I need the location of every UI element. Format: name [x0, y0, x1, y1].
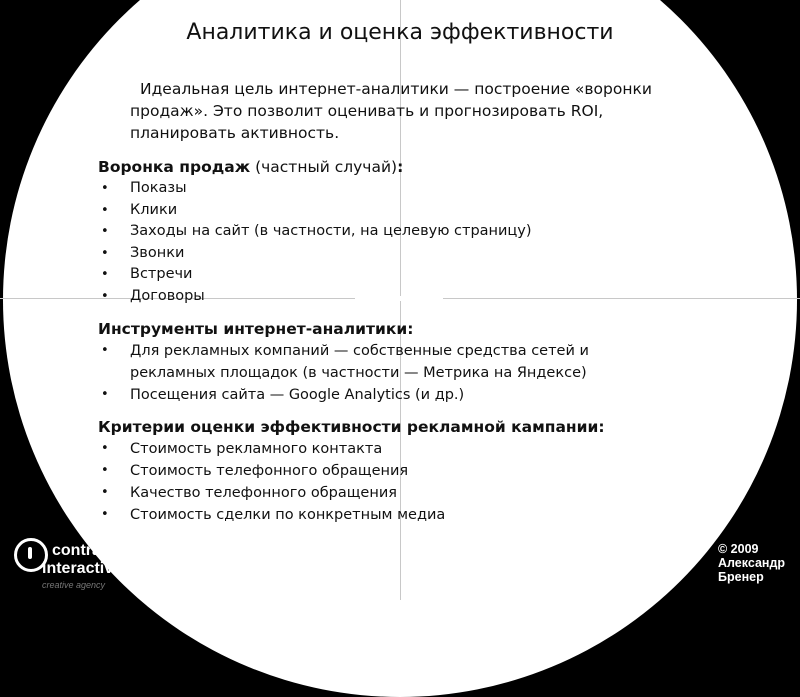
criteria-section	[98, 416, 658, 526]
funnel-list	[98, 178, 658, 307]
list-item	[98, 286, 658, 308]
bullet-icon: •	[101, 507, 109, 522]
funnel-heading	[98, 156, 658, 178]
funnel-heading-colon: :	[397, 158, 404, 176]
tools-section	[98, 318, 658, 406]
list-item-text: Посещения сайта — Google Analytics (и др.)	[130, 387, 465, 403]
list-item-text: Клики	[130, 201, 178, 218]
copyright-line-3: Бренер	[718, 570, 764, 584]
copyright-line-1: © 2009	[718, 542, 759, 556]
copyright-block	[718, 542, 785, 584]
bullet-icon: •	[101, 463, 109, 478]
list-item-text: Для рекламных компаний — собственные средства сетей и рекламных площадок (в частности — Метрика на Яндексе)	[130, 343, 589, 381]
list-item-text: Качество телефонного обращения	[130, 485, 397, 501]
list-item	[98, 482, 658, 504]
page-title: Аналитика и оценка эффективности	[186, 20, 614, 45]
list-item-text: Стоимость рекламного контакта	[130, 441, 383, 457]
funnel-heading-title: Воронка продаж	[98, 158, 251, 176]
bullet-icon: •	[101, 441, 109, 456]
bullet-icon: •	[101, 224, 109, 239]
bullet-icon: •	[101, 288, 109, 304]
list-item	[98, 264, 658, 286]
list-item-text: Стоимость сделки по конкретным медиа	[130, 507, 446, 523]
bullet-icon: •	[101, 245, 109, 261]
criteria-heading: Критерии оценки эффективности рекламной кампании:	[98, 418, 605, 436]
intro-paragraph	[130, 78, 690, 144]
list-item	[98, 200, 658, 222]
bullet-icon: •	[101, 343, 109, 358]
copyright-line-2: Александр	[718, 556, 786, 570]
list-item-text: Встречи	[130, 266, 193, 282]
tools-list	[98, 340, 658, 406]
bullet-icon: •	[101, 202, 109, 218]
bullet-icon: •	[101, 181, 109, 196]
logo-line-1: contrast	[52, 542, 116, 559]
list-item	[98, 504, 658, 526]
list-item	[98, 384, 658, 406]
list-item	[98, 460, 658, 482]
bullet-icon: •	[101, 387, 109, 402]
bullet-icon: •	[101, 485, 109, 500]
list-item	[98, 178, 658, 200]
list-item-text: Звонки	[130, 244, 185, 261]
list-item	[98, 438, 658, 460]
list-item-text: Стоимость телефонного обращения	[130, 463, 409, 479]
funnel-heading-note: (частный случай)	[250, 158, 398, 176]
list-item-text: Заходы на сайт (в частности, на целевую страницу)	[130, 223, 532, 239]
logo-line-3: creative agency	[42, 580, 106, 590]
logo-line-2: interactive	[42, 560, 123, 577]
criteria-list	[98, 438, 658, 526]
bullet-icon: •	[101, 267, 109, 282]
list-item	[98, 340, 658, 384]
list-item	[98, 243, 658, 265]
tools-heading: Инструменты интернет-аналитики:	[98, 320, 414, 338]
list-item	[98, 221, 658, 243]
list-item-text: Показы	[130, 180, 187, 196]
funnel-section	[98, 156, 658, 307]
intro-text: Идеальная цель интернет-аналитики — построение «воронки продаж». Это позволит оценивать и прогнозировать ROI, планировать активность.	[130, 80, 652, 142]
list-item-text: Договоры	[130, 287, 205, 304]
